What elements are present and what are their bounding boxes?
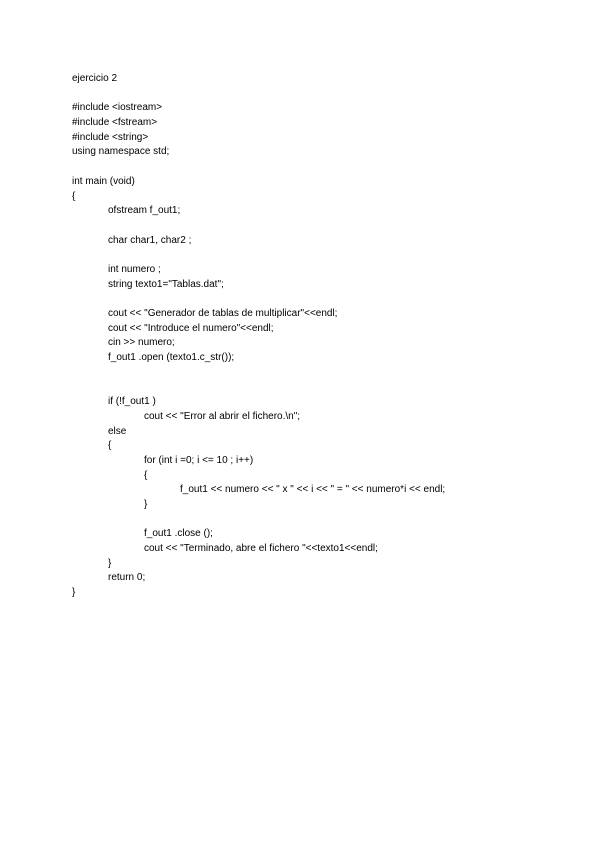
code-line: cout << "Introduce el numero"<<endl;: [108, 322, 274, 334]
code-line: ejercicio 2: [72, 73, 118, 84]
code-line: using namespace std;: [72, 146, 170, 158]
code-line: }: [72, 587, 76, 599]
blank-line: [72, 248, 445, 263]
code-line: }: [108, 557, 112, 569]
code-line: }: [144, 498, 148, 510]
code-line: #include <iostream>: [72, 102, 163, 114]
code-line: cout << "Generador de tablas de multiplicar"<<endl;: [108, 308, 338, 319]
code-line: #include <fstream>: [72, 117, 158, 129]
blank-line: [72, 219, 445, 234]
code-line: else: [108, 425, 127, 437]
code-line: for (int i =0; i <= 10 ; i++): [144, 454, 254, 466]
code-line: {: [144, 469, 148, 481]
code-line: #include <string>: [72, 131, 149, 143]
code-line: cout << "Terminado, abre el fichero "<<texto1<<endl;: [144, 543, 378, 554]
code-line: if (!f_out1 ): [108, 396, 156, 408]
code-line: cin >> numero;: [108, 337, 175, 349]
code-line: {: [72, 190, 76, 202]
blank-line: [72, 513, 445, 528]
code-line: int main (void): [72, 175, 135, 187]
code-line: ofstream f_out1;: [108, 205, 181, 217]
code-listing: [72, 72, 445, 601]
blank-line: [72, 160, 445, 175]
blank-line: [72, 292, 445, 307]
code-line: {: [108, 440, 112, 452]
code-line: int numero ;: [108, 263, 161, 275]
code-line: cout << "Error al abrir el fichero.\n";: [144, 410, 301, 422]
code-line: string texto1="Tablas.dat";: [108, 278, 224, 290]
blank-line: [72, 380, 445, 395]
blank-line: [72, 87, 445, 102]
code-line: char char1, char2 ;: [108, 234, 192, 246]
code-line: f_out1 << numero << " x " << i << " = " << numero*i << endl;: [180, 484, 446, 496]
code-line: return 0;: [108, 572, 146, 584]
code-line: f_out1 .close ();: [144, 528, 213, 540]
code-line: f_out1 .open (texto1.c_str());: [108, 352, 235, 364]
blank-line: [72, 366, 445, 381]
